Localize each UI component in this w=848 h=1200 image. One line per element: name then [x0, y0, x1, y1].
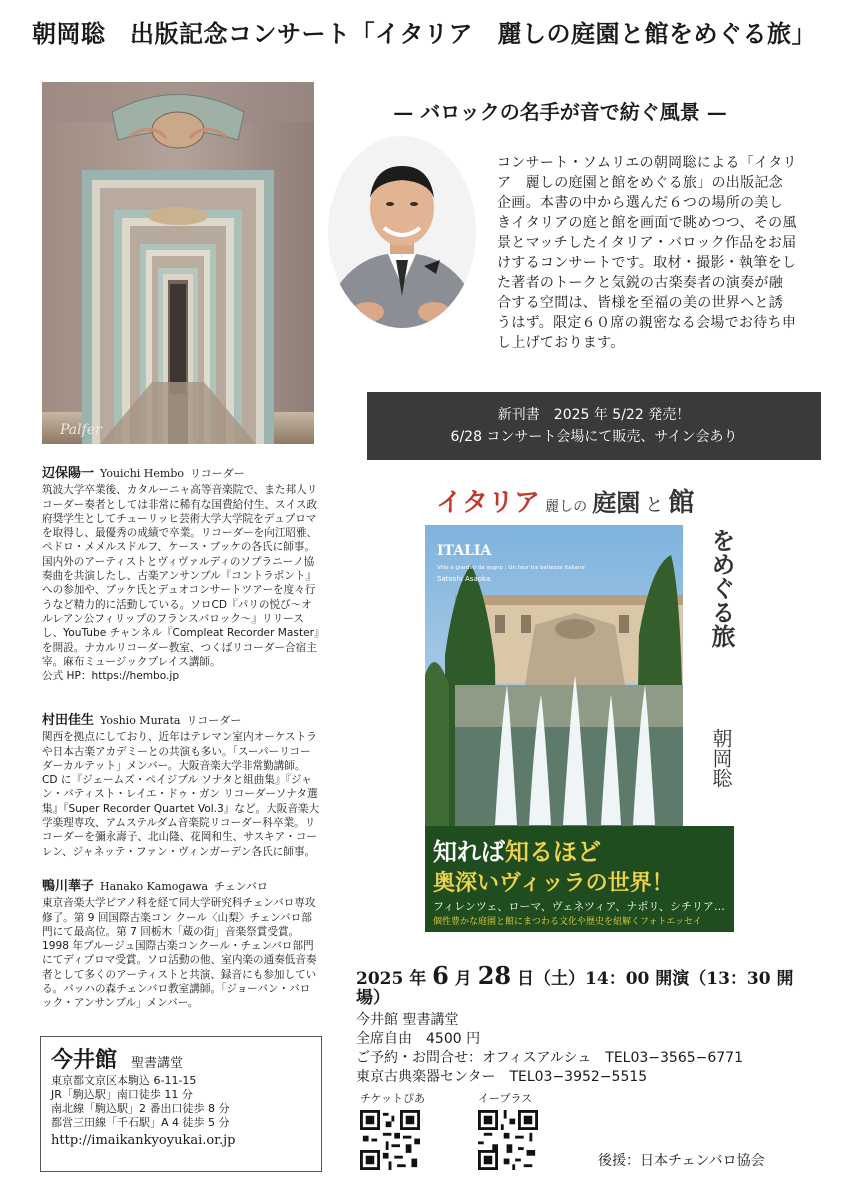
performer-kamogawa [42, 880, 320, 1011]
banner-release-date: 新刊書 2025 年 5/22 発売！ [497, 407, 691, 423]
intro-text: コンサート・ソムリエの朝岡聡による「イタリア 麗しの庭園と館をめぐる旅」の出版記念企画。本書の中から選んだ６つの場所の美しきイタリアの庭と館を画面で眺めつつ、その風景とマッチしたイタリア・バロック作品をお届けするコンサートです。取材・撮影・執筆をした著者のトークと気鋭の古楽奏者の演奏が融合する空間は、皆様を至福の美の世界へと誘うはず。限定６０席の親密なる会場でお待ち申し上げております。 [497, 155, 797, 351]
performer-murata [42, 714, 320, 859]
release-banner [367, 392, 821, 460]
event-contact-1: ご予約・お問合せ：オフィスアルシュ TEL03−3565−6771 [356, 1050, 743, 1066]
ticket-pia-label: チケットぴあ [360, 1092, 426, 1105]
performer-instrument: リコーダー [190, 467, 245, 480]
event-contact-2: 東京古典楽器センター TEL03−3952−5515 [356, 1069, 648, 1085]
subtitle: — バロックの名手が音で紡ぐ風景 — [393, 100, 727, 124]
event-venue: 今井館 聖書講堂 [356, 1012, 459, 1028]
event-month-unit: 月 [454, 969, 472, 989]
performer-website: 公式 HP：https://hembo.jp [42, 670, 180, 683]
qr-code-icon[interactable] [360, 1110, 420, 1170]
cover-label: ITALIA [437, 543, 492, 559]
performer-name: 村田佳生 [42, 713, 95, 728]
book-band [425, 826, 734, 932]
author-portrait [328, 136, 476, 328]
ticket-eplus-label: イープラス [478, 1092, 533, 1105]
book-title-heading [436, 482, 736, 519]
banner-signing-note: 6/28 コンサート会場にて販売、サイン会あり [450, 429, 738, 445]
cover-author-en: Satoshi Asaoka [437, 575, 491, 583]
book-title-mid: 麗しの [545, 499, 588, 515]
event-details [356, 961, 806, 1087]
performer-bio: 関西を拠点にしており、近年はテレマン室内オーケストラや日本古楽アカデミーとの共演も多い。「スーパーリコーダーカルテット」メンバー。大阪音楽大学非常勤講師。CD に『ジェームズ・ペイジブル ソナタと組曲集』『ジャン・バティスト・レイエ・ドゥ・ガン リコーダーソナタ選集』『Super Recorder Quartet Vol.3』など。大阪音楽大学楽理専攻、アムステルダム音楽院リコーダー科卒業。リコーダーを彌永壽子、北山隆、花岡和生、サスキア・コーレン、ジャネッテ・ファン・ヴィンガーデン各氏に師事。 [42, 731, 320, 858]
performer-instrument: チェンバロ [214, 880, 268, 893]
book-title-and: と [645, 495, 664, 516]
performer-name: 辺保陽一 [42, 466, 95, 481]
performer-name: 鴨川華子 [42, 879, 95, 894]
ticket-eplus[interactable] [478, 1090, 538, 1174]
event-month: 6 [432, 961, 449, 990]
cover-subtitle: Ville e giardini da sogno : Un tour tra bellezze italiane [437, 565, 585, 571]
event-day: 28 [477, 961, 512, 990]
band-line1a: 知れば [433, 838, 505, 866]
band-cities: フィレンツェ、ローマ、ヴェネツィア、ナポリ、シチリア… [433, 900, 725, 913]
book-author-vertical: 朝岡聡 [709, 728, 733, 788]
band-line2: 奥深いヴィッラの世界！ [433, 871, 674, 896]
event-time: 日（土）14：00 開演（13：30 開場） [356, 969, 794, 1008]
performer-bio: 筑波大学卒業後、カタルーニャ高等音楽院で、また邦人リコーダー奏者としては非常に稀有な国費給付生、スイス政府奨学生としてチューリッヒ芸術大学大学院をデュプロマを取得し、最優秀の成績で卒業。リコーダーを向江昭雅、ペドロ・メメルスドルフ、ケース・ブッケの各氏に師事。国内外のアーティストとヴィヴァルディのソプラニーノ協奏曲を共演したし、古楽アンサンブル『コントラポント』への参加や、ブッケ氏とデュオコンサートツアーを度々行うなど精力的に活動している。ソロCD『パリの悦び～オルレアン公フィリップのフランスバロック～』リリースし、YouTube チャンネル『Compleat Recorder Master』を開設。ナカルリコーダー教室、つくばリコーダー合宿主宰。麻布ミュージックプレイス講師。 [42, 484, 320, 668]
book-cover [425, 525, 736, 855]
event-year: 2025 年 [356, 969, 427, 989]
event-date [356, 961, 806, 1008]
performer-bio: 東京音楽大学ピアノ科を経て同大学研究科チェンバロ専攻修了。第 9 回国際古楽コン クール〈山梨〉チェンバロ部門にて最高位。第 7 回栃木「蔵の街」音楽祭賞受賞。1998 年ブルージュ国際古楽コンクール・チェンバロ部門にてディプロマ受賞。ソロ活動の他、室内楽の通奏低音奏者として多くのアーティストと共演、録音にも参加している。バッハの森チェンバロ教室講師。「ジョーバン・バロック・アンサンブル」メンバー。 [42, 897, 317, 1010]
venue-address: 東京都文京区本駒込 6-11-15 [51, 1074, 197, 1087]
band-line1b: 知るほど [505, 838, 601, 866]
venue-name: 今井館 [51, 1047, 118, 1073]
performer-hembo [42, 467, 320, 683]
book-title-vertical: をめぐる旅 [707, 528, 736, 648]
band-tagline: 個性豊かな庭園と館にまつわる文化や歴史を紐解くフォトエッセイ [433, 917, 702, 927]
book-title-house: 館 [668, 488, 695, 518]
venue-sub: 聖書講堂 [131, 1056, 184, 1071]
performer-name-en: Hanako Kamogawa [100, 880, 208, 893]
performer-name-en: Youichi Hembo [100, 467, 185, 480]
venue-url[interactable]: http://imaikankyoyukai.or.jp [51, 1133, 236, 1148]
support-credit: 後援：日本チェンバロ協会 [598, 1153, 765, 1169]
venue-access-jr: JR「駒込駅」南口徒歩 11 分 [51, 1088, 193, 1101]
event-seating: 全席自由 4500 円 [356, 1031, 481, 1047]
performer-name-en: Yoshio Murata [100, 714, 181, 727]
venue-info-box [40, 1036, 322, 1172]
villa-doorway-photo [42, 82, 314, 444]
photo-signature: Palfer [60, 422, 102, 438]
book-title-main: イタリア [436, 488, 541, 518]
page-title: 朝岡聡 出版記念コンサート「イタリア 麗しの庭園と館をめぐる旅」 [32, 20, 816, 48]
venue-access-mita: 都営三田線「千石駅」A 4 徒歩 5 分 [51, 1116, 230, 1129]
book-title-garden: 庭園 [592, 488, 641, 517]
performer-instrument: リコーダー [186, 714, 242, 727]
ticket-pia[interactable] [360, 1090, 425, 1174]
venue-access-namboku: 南北線「駒込駅」2 番出口徒歩 8 分 [51, 1102, 230, 1115]
qr-code-icon[interactable] [478, 1110, 538, 1170]
